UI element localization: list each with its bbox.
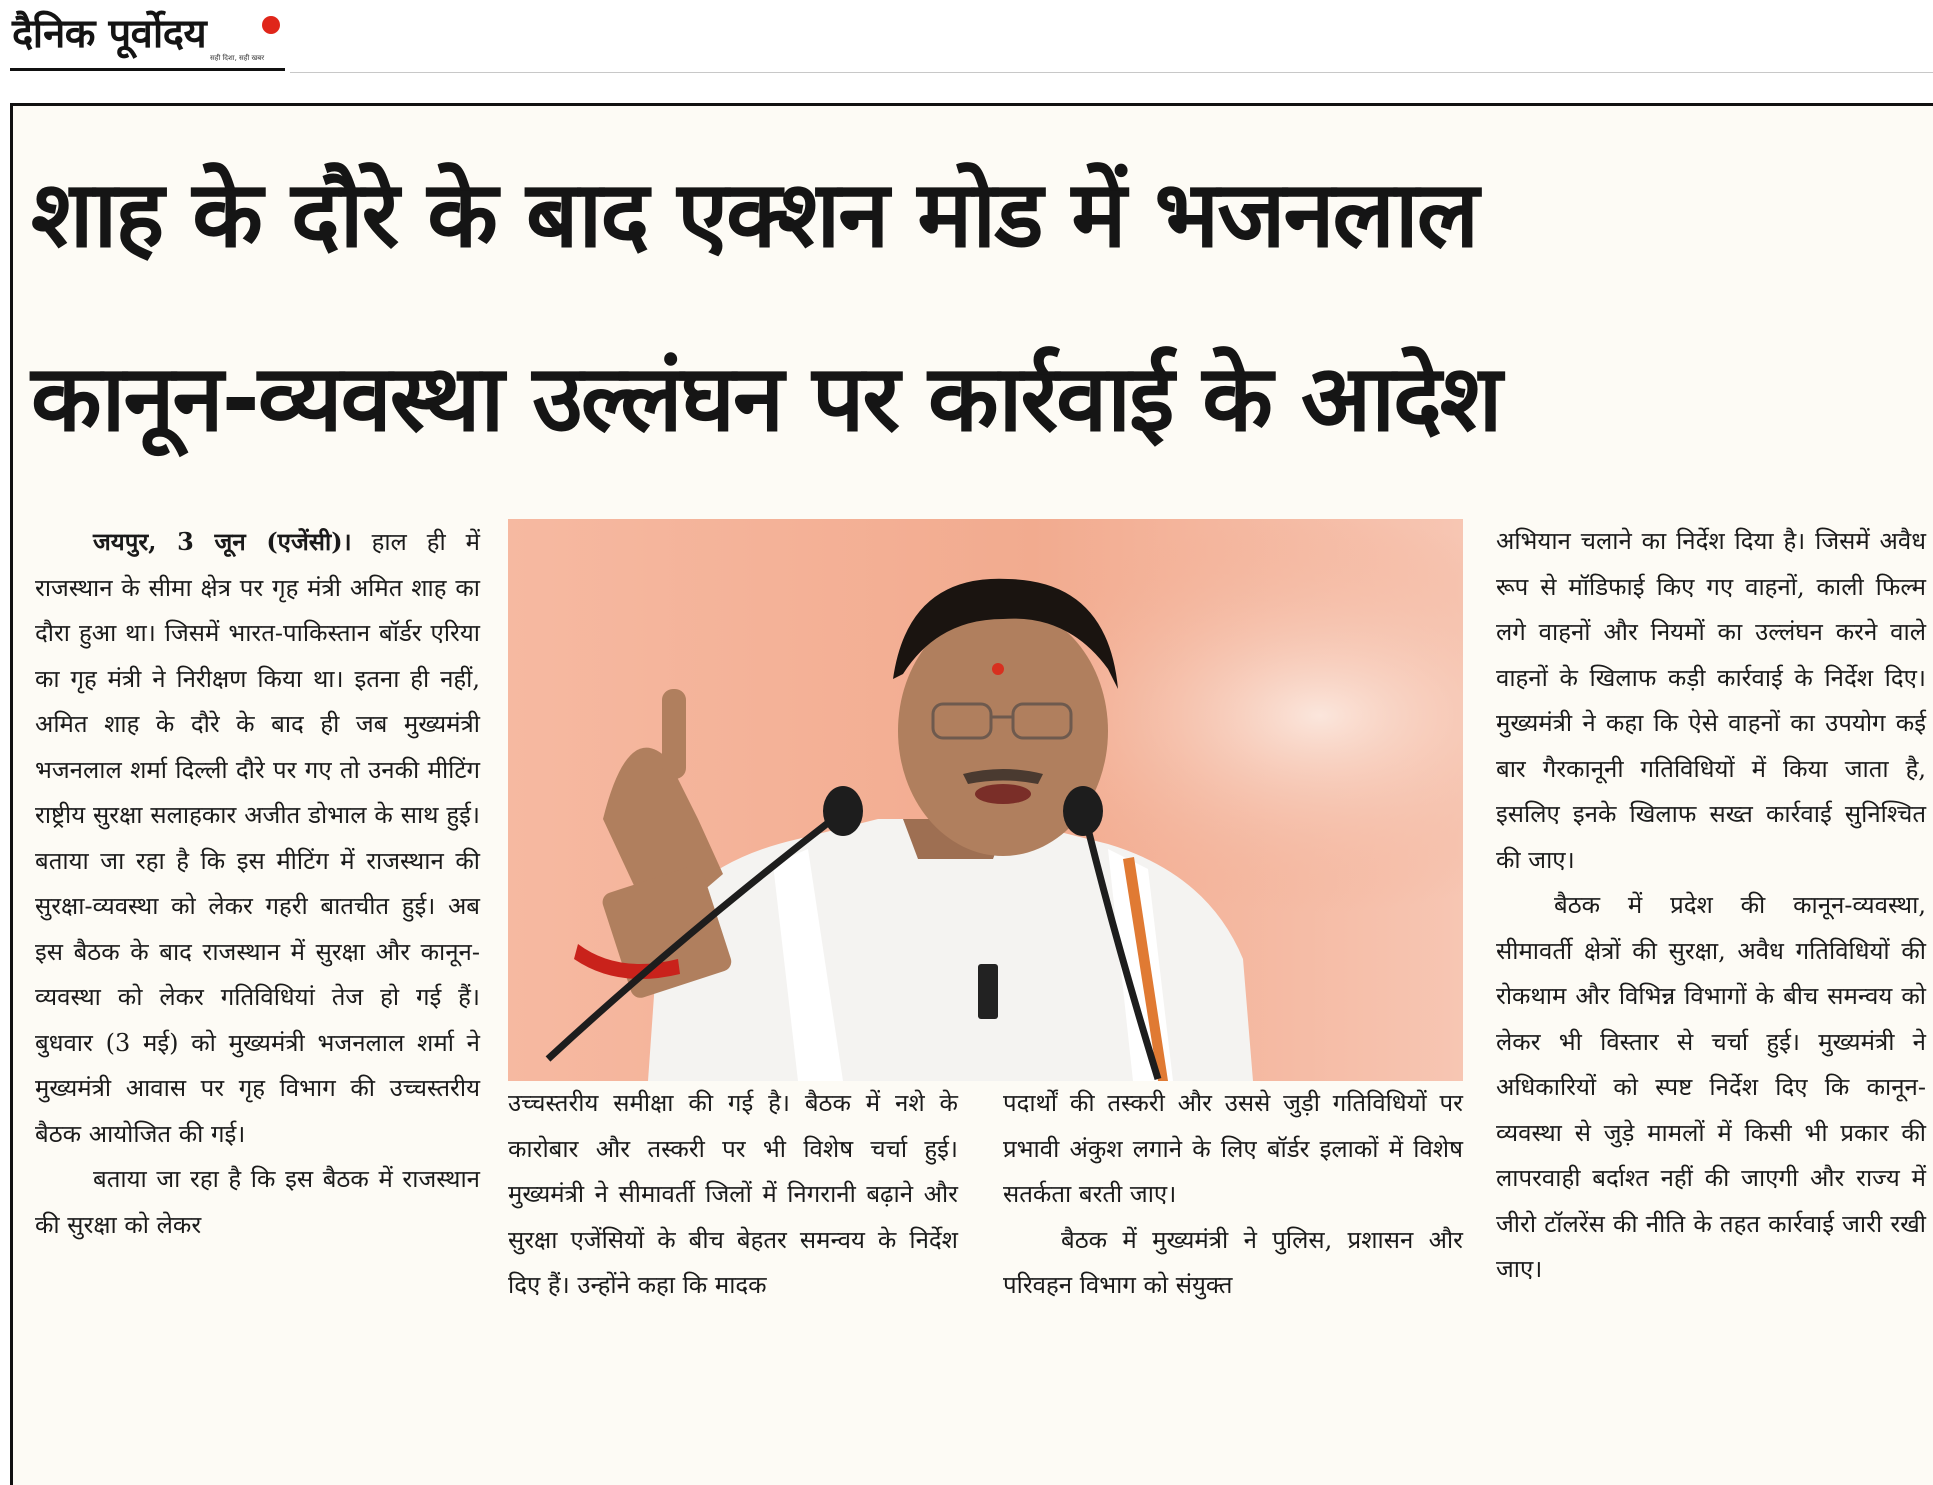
speaker-photo xyxy=(508,519,1463,1081)
dateline: जयपुर, 3 जून (एजेंसी)। xyxy=(93,527,352,556)
pen-in-pocket xyxy=(978,964,998,1019)
article-column-2 xyxy=(508,1081,958,1309)
col1-paragraph-1-text: हाल ही में राजस्थान के सीमा क्षेत्र पर गृह मंत्री अमित शाह का दौरा हुआ था। जिसमें भारत-पाकिस्तान बॉर्डर एरिया का गृह मंत्री ने निरीक्षण किया था। इतना ही नहीं, अमित शाह के दौरे के बाद ही जब मुख्यमंत्री भजनलाल शर्मा दिल्ली दौरे पर गए तो उनकी मीटिंग राष्ट्रीय सुरक्षा सलाहकार अजीत डोभाल के साथ हुई। बताया जा रहा है कि इस मीटिंग में राजस्थान की सुरक्षा-व्यवस्था को लेकर गहरी बातचीत हुई। अब इस बैठक के बाद राजस्थान में सुरक्षा और कानून-व्यवस्था को लेकर गतिविधियां तेज हो गई हैं। बुधवार (3 मई) को मुख्यमंत्री भजनलाल शर्मा ने मुख्यमंत्री आवास पर गृह विभाग की उच्चस्तरीय बैठक आयोजित की गई। xyxy=(35,528,480,1148)
tilak xyxy=(992,663,1004,675)
article-column-4 xyxy=(1496,519,1926,1293)
col1-paragraph-2: बताया जा रहा है कि इस बैठक में राजस्थान की सुरक्षा को लेकर xyxy=(35,1165,480,1239)
pointing-finger xyxy=(662,689,686,779)
logo-text: दैनिक पूर्वोदय xyxy=(12,11,207,57)
logo-underline xyxy=(10,68,285,71)
article-column-1 xyxy=(35,519,480,1248)
logo-tagline: सही दिशा, सही खबर xyxy=(210,54,265,62)
article-column-3 xyxy=(1003,1081,1463,1309)
col2-paragraph: उच्चस्तरीय समीक्षा की गई है। बैठक में नशे के कारोबार और तस्करी पर भी विशेष चर्चा हुई। मुख्यमंत्री ने सीमावर्ती जिलों में निगरानी बढ़ाने और सुरक्षा एजेंसियों के बीच बेहतर समन्वय के निर्देश दिए हैं। उन्होंने कहा कि मादक xyxy=(508,1089,958,1299)
article-photo xyxy=(508,519,1463,1081)
logo-dot-icon xyxy=(262,16,280,34)
col3-paragraph-1: पदार्थों की तस्करी और उससे जुड़ी गतिविधियों पर प्रभावी अंकुश लगाने के लिए बॉर्डर इलाकों में विशेष सतर्कता बरती जाए। xyxy=(1003,1089,1463,1208)
masthead-divider xyxy=(290,72,1933,73)
masthead xyxy=(0,0,1933,92)
headline-line-2: कानून-व्यवस्था उल्लंघन पर कार्रवाई के आदेश xyxy=(31,345,1501,452)
headline-line-1: शाह के दौरे के बाद एक्शन मोड में भजनलाल xyxy=(31,161,1478,268)
article-page xyxy=(10,103,1933,1485)
col4-paragraph-1: अभियान चलाने का निर्देश दिया है। जिसमें अवैध रूप से मॉडिफाई किए गए वाहनों, काली फिल्म लगे वाहनों और नियमों का उल्लंघन करने वाले वाहनों के खिलाफ कड़ी कार्रवाई के निर्देश दिए। मुख्यमंत्री ने कहा कि ऐसे वाहनों का उपयोग कई बार गैरकानूनी गतिविधियों में किया जाता है, इसलिए इनके खिलाफ सख्त कार्रवाई सुनिश्चित की जाए। xyxy=(1496,527,1926,874)
col4-paragraph-2: बैठक में प्रदेश की कानून-व्यवस्था, सीमावर्ती क्षेत्रों की सुरक्षा, अवैध गतिविधियों की रोकथाम और विभिन्न विभागों के बीच समन्वय को लेकर भी विस्तार से चर्चा हुई। मुख्यमंत्री ने अधिकारियों को स्पष्ट निर्देश दिए कि कानून-व्यवस्था से जुड़े मामलों में किसी भी प्रकार की लापरवाही बर्दाश्त नहीं की जाएगी और राज्य में जीरो टॉलरेंस की नीति के तहत कार्रवाई जारी रखी जाए। xyxy=(1496,891,1926,1283)
newspaper-logo[interactable] xyxy=(12,4,287,74)
lead-paragraph xyxy=(35,519,480,1157)
col3-paragraph-2: बैठक में मुख्यमंत्री ने पुलिस, प्रशासन और परिवहन विभाग को संयुक्त xyxy=(1003,1225,1463,1299)
